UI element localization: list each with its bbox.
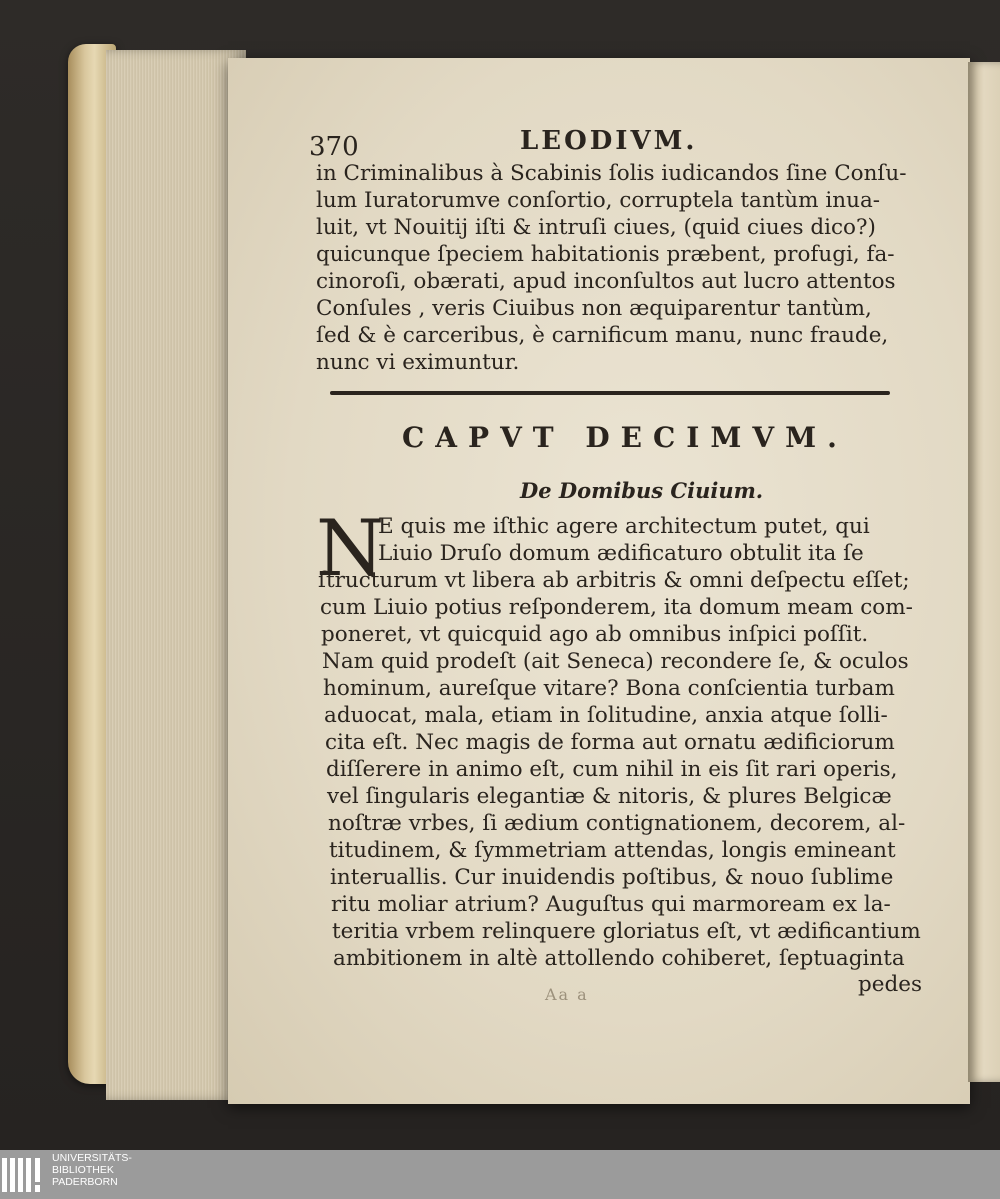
text-line: nunc vi eximuntur. <box>316 350 520 375</box>
text-line: diſſerere in animo eſt, cum nihil in eis ſit rari operis, <box>326 757 898 782</box>
drop-cap: N <box>316 504 385 594</box>
text-line: cum Liuio potius reſponderem, ita domum meam com- <box>320 595 913 620</box>
chapter-subtitle: De Domibus Ciuium. <box>520 478 764 503</box>
text-line: luit, vt Nouitij iſti & intruſi ciues, (quid ciues dico?) <box>316 215 876 240</box>
text-line: Nam quid prodeſt (ait Seneca) recondere ſe, & oculos <box>322 649 909 674</box>
text-line: E quis me iſthic agere architectum putet, qui <box>378 514 870 539</box>
facing-page-edge <box>968 62 1000 1082</box>
text-line: ſtructurum vt libera ab arbitris & omni deſpectu eſſet; <box>318 568 910 593</box>
text-line: in Criminalibus à Scabinis ſolis iudicandos ſine Conſu- <box>316 161 907 186</box>
catchword: pedes <box>858 972 923 997</box>
text-line: poneret, vt quicquid ago ab omnibus inſpici poſſit. <box>321 622 869 647</box>
library-name <box>52 1152 132 1188</box>
page-number: 370 <box>309 132 359 162</box>
text-line: aduocat, mala, etiam in ſolitudine, anxia atque ſolli- <box>324 703 888 728</box>
text-line: Liuio Druſo domum ædificaturo obtulit ita ſe <box>378 541 864 566</box>
library-logo-icon <box>2 1154 46 1194</box>
text-line: noſtræ vrbes, ſi ædium contignationem, decorem, al- <box>328 811 906 836</box>
text-line: cinoroſi, obærati, apud inconſultos aut lucro attentos <box>316 269 896 294</box>
section-rule <box>330 391 890 395</box>
library-name-line: PADERBORN <box>52 1176 118 1188</box>
text-line: vel ſingularis elegantiæ & nitoris, & plures Belgicæ <box>327 784 892 809</box>
chapter-title: CAPVT DECIMVM. <box>402 421 848 454</box>
page-edges-stack <box>106 50 246 1100</box>
library-name-line: UNIVERSITÄTS- <box>52 1152 132 1164</box>
text-line: cita eſt. Nec magis de forma aut ornatu ædificiorum <box>325 730 895 755</box>
text-line: titudinem, & ſymmetriam attendas, longis emineant <box>329 838 896 863</box>
library-footer-bar <box>0 1150 1000 1199</box>
text-line: interuallis. Cur inuidendis poſtibus, & nouo ſublime <box>330 865 894 890</box>
text-line: teritia vrbem relinquere gloriatus eſt, vt ædificantium <box>332 919 921 944</box>
text-line: Conſules , veris Ciuibus non æquiparentur tantùm, <box>316 296 872 321</box>
library-name-line: BIBLIOTHEK <box>52 1164 114 1176</box>
text-line: ambitionem in altè attollendo cohiberet, ſeptuaginta <box>333 946 905 971</box>
text-line: quicunque ſpeciem habitationis præbent, profugi, fa- <box>316 242 895 267</box>
text-line: hominum, aureſque vitare? Bona conſcientia turbam <box>323 676 895 701</box>
signature-mark: Aa a <box>545 985 589 1004</box>
text-line: ſed & è carceribus, è carnificum manu, nunc fraude, <box>316 323 889 348</box>
text-line: lum Iuratorumve conſortio, corruptela tantùm inua- <box>316 188 881 213</box>
running-head: LEODIVM. <box>520 126 698 156</box>
text-line: ritu moliar atrium? Auguſtus qui marmoream ex la- <box>331 892 891 917</box>
